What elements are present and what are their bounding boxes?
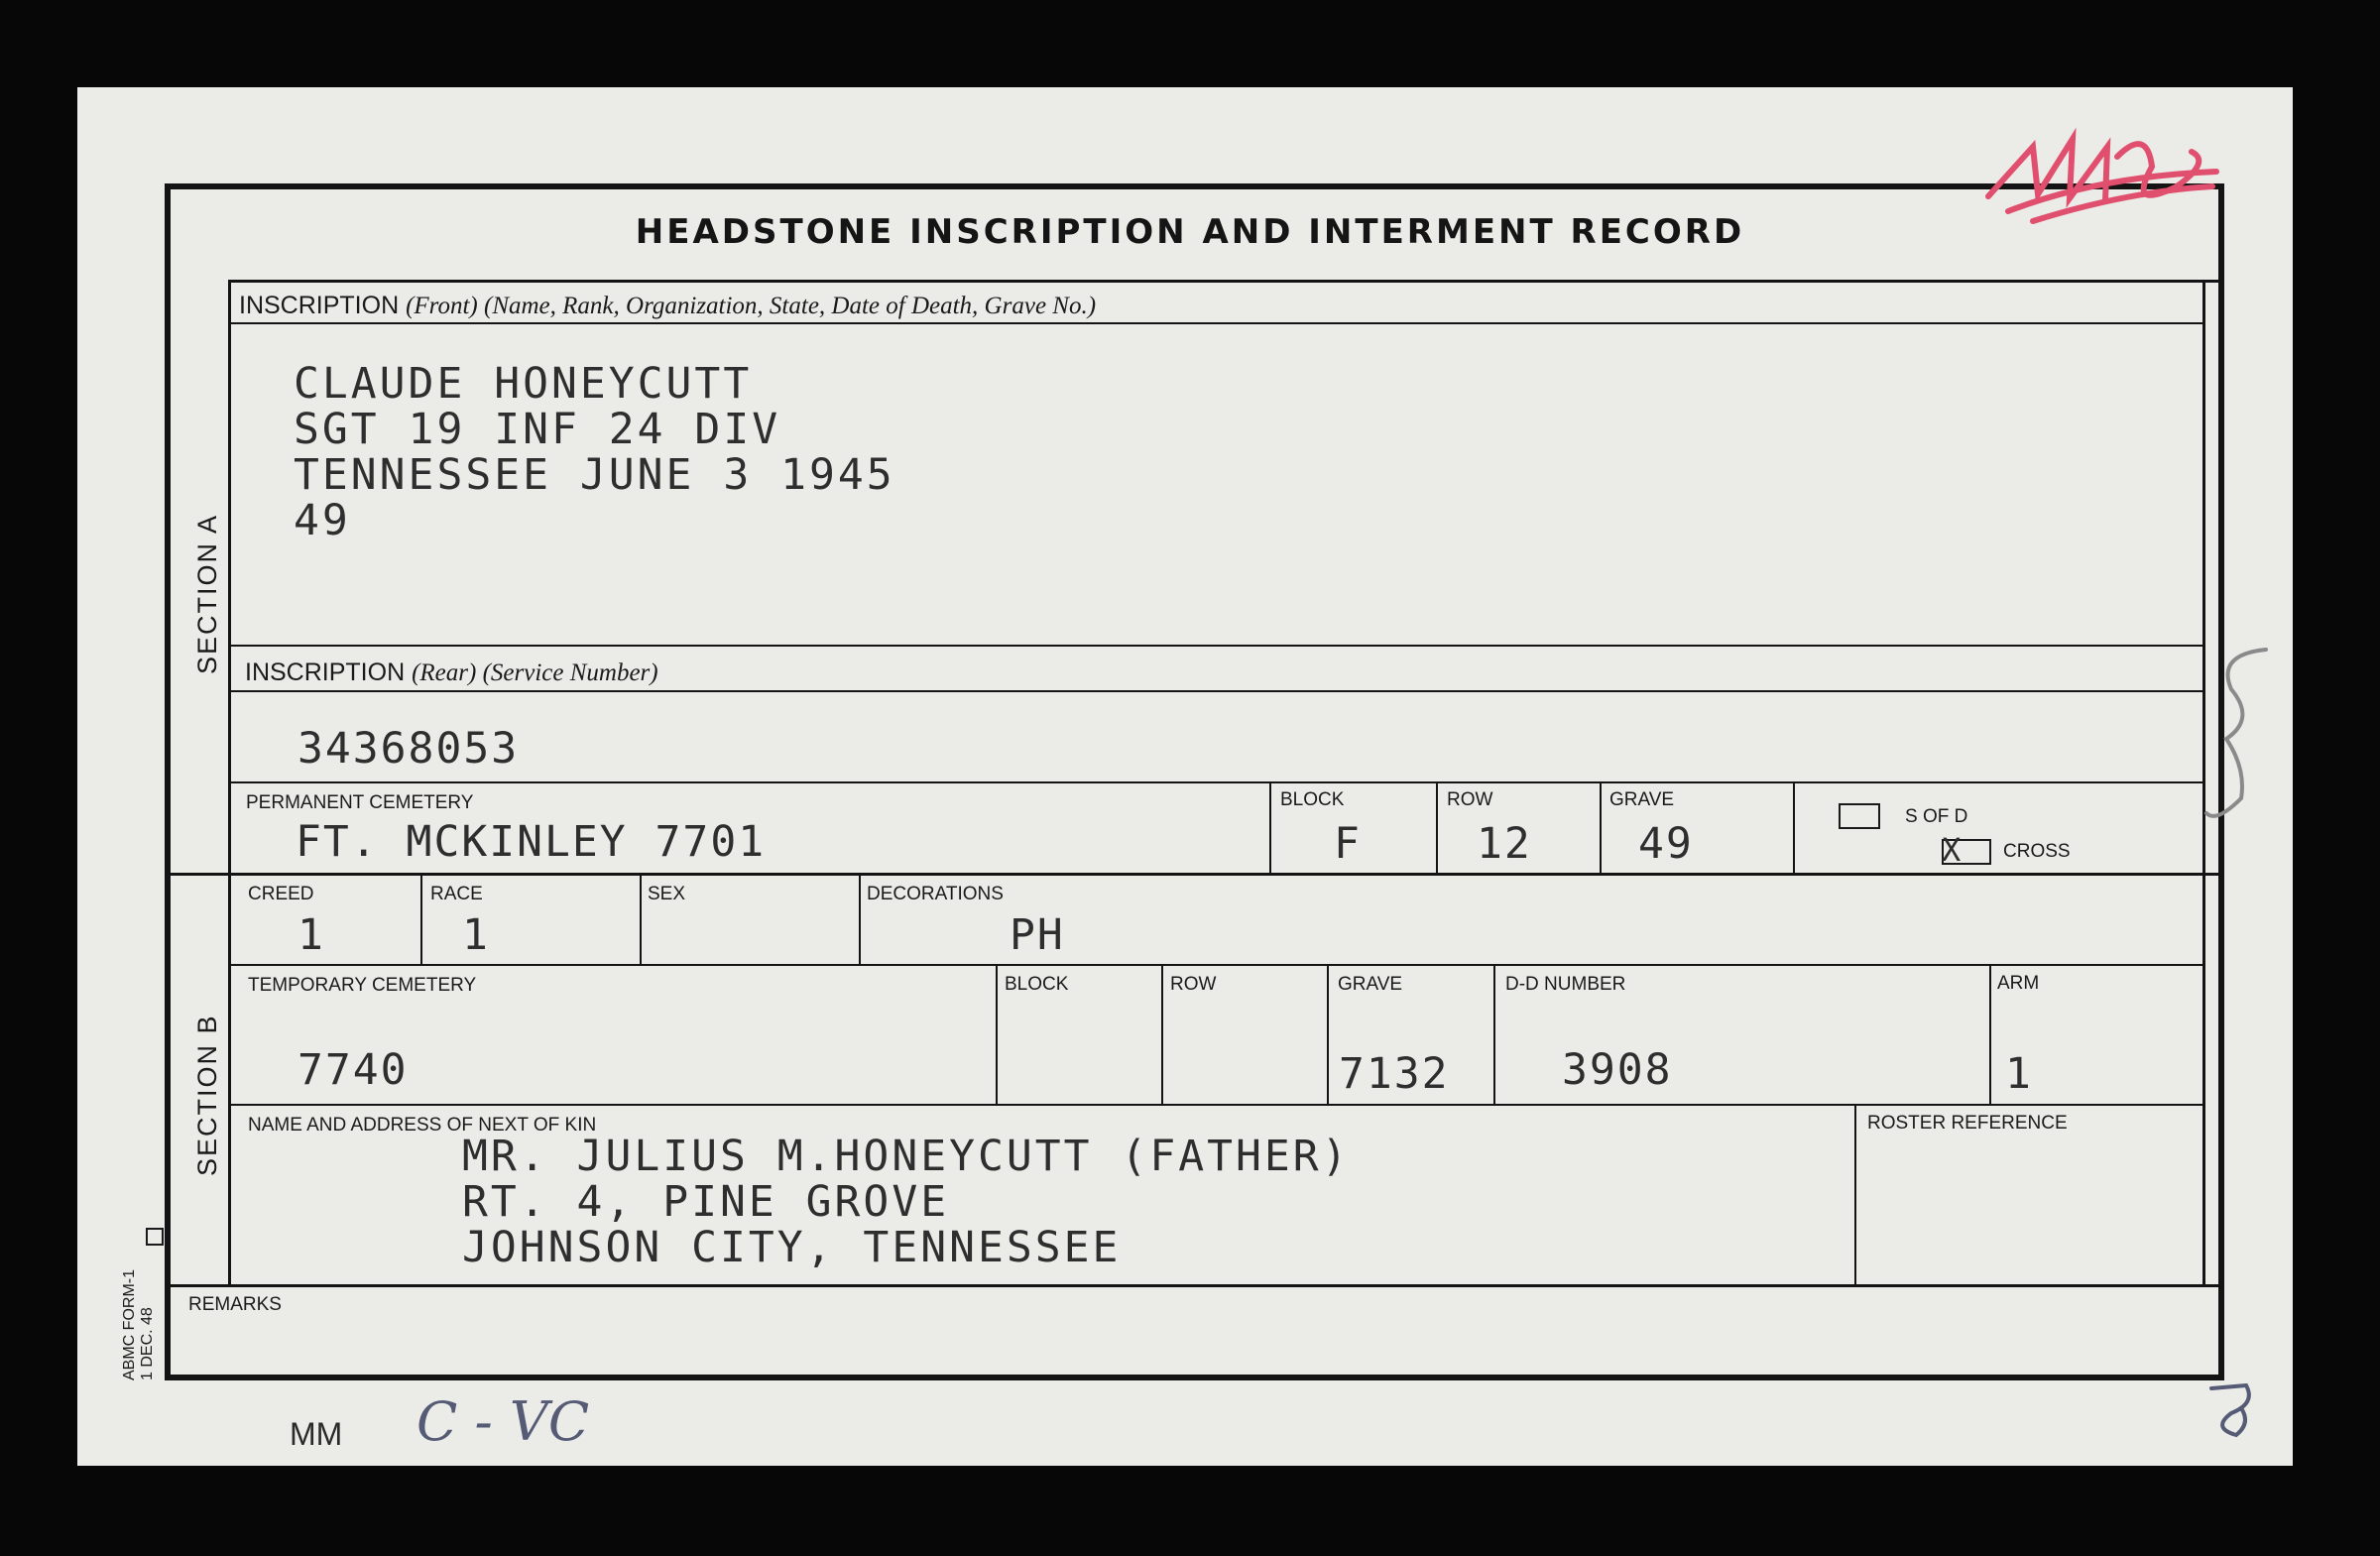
section-a-label: SECTION A [192, 513, 222, 674]
arm-label: ARM [1997, 973, 2040, 994]
grave-label: GRAVE [1609, 789, 1675, 810]
form-date-label: 1 DEC. 48 [139, 1307, 156, 1380]
grave-value: 49 [1638, 819, 1694, 869]
rear-inscription-hint: (Rear) (Service Number) [412, 659, 658, 686]
rear-inscription-label [245, 660, 658, 685]
race-label: RACE [430, 884, 483, 904]
temp-cemetery-value: 7740 [298, 1045, 409, 1095]
sex-label: SEX [648, 884, 686, 904]
section-b-label: SECTION B [192, 1014, 222, 1176]
remarks-label: REMARKS [188, 1294, 282, 1315]
pencil-squiggle-mark [2187, 640, 2276, 838]
front-line: TENNESSEE JUNE 3 1945 [294, 450, 895, 500]
temp-grave-value: 7132 [1339, 1049, 1450, 1099]
row-label: ROW [1447, 789, 1493, 810]
handwritten-note: C - VC [416, 1390, 590, 1453]
next-of-kin-label: NAME AND ADDRESS OF NEXT OF KIN [248, 1115, 597, 1136]
red-stamp-mark [1978, 117, 2226, 236]
front-inscription-hint: (Front) (Name, Rank, Organization, State, Date of Death, Grave No.) [406, 293, 1097, 319]
next-of-kin-line: JOHNSON CITY, TENNESSEE [462, 1223, 1122, 1272]
temp-row-label: ROW [1170, 974, 1217, 995]
front-line: 49 [294, 496, 351, 545]
arm-value: 1 [2005, 1049, 2033, 1099]
cross-label: CROSS [2003, 841, 2071, 862]
s-of-d-checkbox [1839, 803, 1880, 829]
block-label: BLOCK [1280, 789, 1345, 810]
temp-cemetery-label: TEMPORARY CEMETERY [248, 975, 477, 996]
permanent-cemetery-value: FT. MCKINLEY 7701 [296, 817, 767, 867]
decorations-value: PH [1010, 910, 1065, 960]
row-value: 12 [1477, 819, 1532, 869]
block-value: F [1334, 819, 1362, 869]
next-of-kin-text [462, 1134, 1351, 1270]
form-number [121, 1269, 157, 1380]
decorations-label: DECORATIONS [867, 884, 1004, 904]
dd-number-label: D-D NUMBER [1505, 974, 1626, 995]
dd-number-value: 3908 [1562, 1045, 1673, 1095]
next-of-kin-line: MR. JULIUS M.HONEYCUTT (FATHER) [462, 1132, 1351, 1181]
front-inscription-text [294, 361, 895, 543]
initials: MM [290, 1416, 343, 1452]
roster-reference-label: ROSTER REFERENCE [1867, 1113, 2068, 1134]
front-line: SGT 19 INF 24 DIV [294, 405, 781, 454]
s-of-d-label: S OF D [1905, 806, 1968, 827]
creed-value: 1 [298, 910, 325, 960]
ink-scribble-mark [2202, 1374, 2261, 1443]
form-checkbox [146, 1228, 164, 1246]
front-inscription-title: INSCRIPTION [239, 292, 400, 319]
creed-label: CREED [248, 884, 314, 904]
temp-block-label: BLOCK [1005, 974, 1069, 995]
front-line: CLAUDE HONEYCUTT [294, 359, 753, 409]
race-value: 1 [462, 910, 490, 960]
front-inscription-label [239, 294, 1096, 318]
rear-inscription-title: INSCRIPTION [245, 658, 406, 686]
next-of-kin-line: RT. 4, PINE GROVE [462, 1177, 950, 1227]
permanent-cemetery-label: PERMANENT CEMETERY [246, 792, 474, 813]
temp-grave-label: GRAVE [1338, 974, 1403, 995]
cross-check-mark: X [1942, 831, 1964, 869]
service-number: 34368053 [298, 724, 520, 774]
form-title: HEADSTONE INSCRIPTION AND INTERMENT RECORD [635, 212, 1745, 252]
form-number-label: ABMC FORM-1 [121, 1269, 138, 1380]
